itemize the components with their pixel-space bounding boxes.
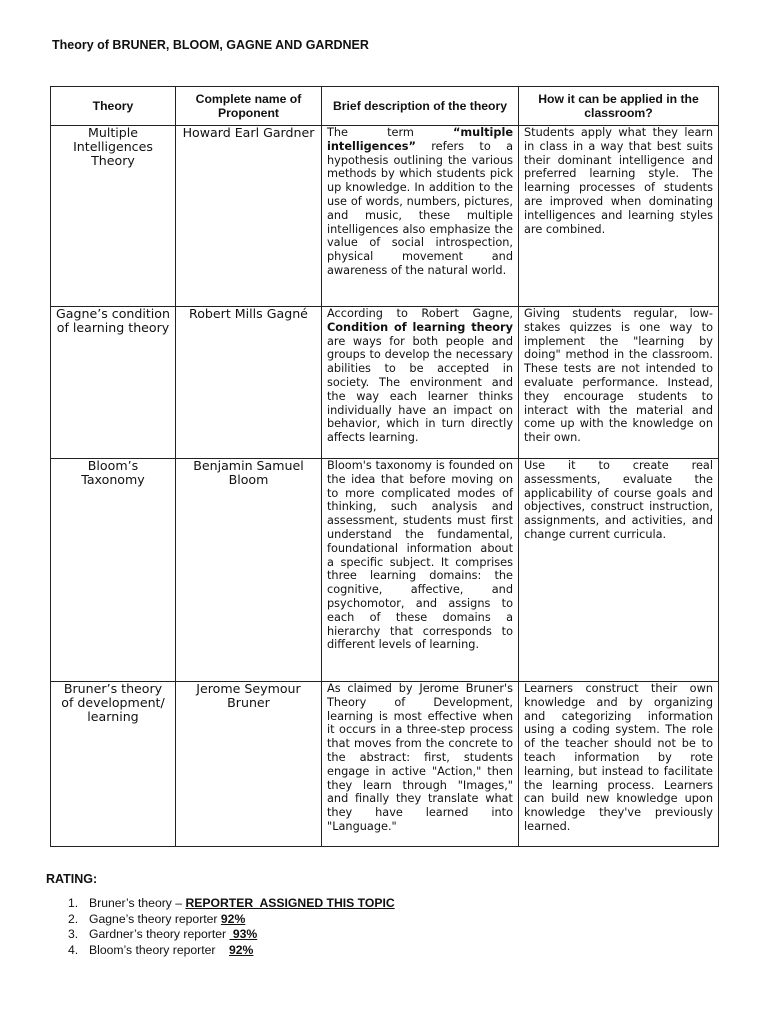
description-cell [322, 459, 519, 682]
theory-cell: Bruner’s theory of development/ learning [51, 682, 176, 847]
list-number: 1. [68, 896, 79, 910]
rating-text: Bloom’s theory reporter [89, 942, 229, 957]
description-key-term: “multiple intelligences” [327, 126, 513, 153]
list-item [68, 912, 395, 928]
list-item [68, 896, 395, 912]
header-description: Brief description of the theory [322, 87, 519, 126]
rating-list [68, 896, 395, 958]
header-application: How it can be applied in the classroom? [519, 87, 719, 126]
description-text: refers to a hypothesis outlining the various methods by which students pick up knowledge. In addition to the use of words, numbers, pictures, and music, these multiple intelligences also emphasize the value of social introspection, physical movement and awareness of the natural world. [327, 139, 513, 277]
table-row [51, 459, 719, 682]
application-cell: Use it to create real assessments, evaluate the applicability of course goals and objectives, construct instruction, assignments, and activities, and change current curricula. [519, 459, 719, 682]
description-text: As claimed by Jerome Bruner's Theory of Development, learning is most effective when it occurs in a three-step process that moves from the concrete to the abstract: first, students engage in active "Action," then they learn through "Images," and finally they translate what they have learned into "Language." [327, 682, 513, 833]
proponent-cell: Howard Earl Gardner [176, 126, 322, 307]
description-text: Bloom's taxonomy is founded on the idea that before moving on to more complicated modes of thinking, such analysis and assessment, students must first understand the fundamental, foundational information about a specific subject. It comprises three learning domains: the cognitive, affective, and psychomotor, and assigns to each of these domains a hierarchy that corresponds to different levels of learning. [327, 459, 513, 652]
description-cell [322, 682, 519, 847]
table-row [51, 307, 719, 459]
theory-cell: Multiple Intelligences Theory [51, 126, 176, 307]
description-cell [322, 126, 519, 307]
application-cell: Learners construct their own knowledge and by organizing and categorizing information using a coding system. The role of the teacher should not be to teach information by rote learning, but instead to facilitate the learning process. Learners can build new knowledge upon knowledge they've previously learned. [519, 682, 719, 847]
rating-text: Gagne’s theory reporter [89, 911, 221, 926]
rating-value: 92% [220, 911, 246, 926]
header-proponent: Complete name of Proponent [176, 87, 322, 126]
description-text: are ways for both people and groups to develop the necessary abilities to be accepted in society. The environment and the way each learner thinks individually have an impact on behavior, which in turn directly affects learning. [327, 334, 513, 445]
document-title: Theory of BRUNER, BLOOM, GAGNE AND GARDNER [52, 38, 369, 52]
list-number: 4. [68, 942, 79, 957]
rating-value: 93% [229, 927, 258, 941]
proponent-cell: Benjamin Samuel Bloom [176, 459, 322, 682]
list-item [68, 927, 395, 943]
list-number: 2. [68, 911, 79, 926]
theory-cell: Bloom’s Taxonomy [51, 459, 176, 682]
application-cell: Students apply what they learn in class in a way that best suits their dominant intelligence and preferred learning style. The learning processes of students are improved when dominating intelligences and learning styles are combined. [519, 126, 719, 307]
list-number: 3. [68, 927, 79, 941]
proponent-cell: Robert Mills Gagné [176, 307, 322, 459]
table-row [51, 126, 719, 307]
list-item [68, 943, 395, 959]
rating-text: Bruner’s theory – [89, 896, 186, 910]
description-text: The term [327, 126, 453, 139]
description-text: According to Robert Gagne, [327, 307, 513, 320]
header-theory: Theory [51, 87, 176, 126]
description-cell [322, 307, 519, 459]
table-header-row [51, 87, 719, 126]
rating-title: RATING: [46, 872, 98, 886]
theory-cell: Gagne’s condition of learning theory [51, 307, 176, 459]
table-row [51, 682, 719, 847]
description-key-term: Condition of learning theory [327, 320, 513, 334]
rating-text: Gardner’s theory reporter [89, 927, 230, 941]
application-cell: Giving students regular, low-stakes quizzes is one way to implement the "learning by doing" method in the classroom. These tests are not intended to evaluate performance. Instead, they encourage students to interact with the material and come up with the knowledge on their own. [519, 307, 719, 459]
theory-table [50, 86, 719, 847]
rating-value: 92% [229, 942, 254, 957]
rating-value: REPORTER ASSIGNED THIS TOPIC [185, 896, 395, 910]
proponent-cell: Jerome Seymour Bruner [176, 682, 322, 847]
